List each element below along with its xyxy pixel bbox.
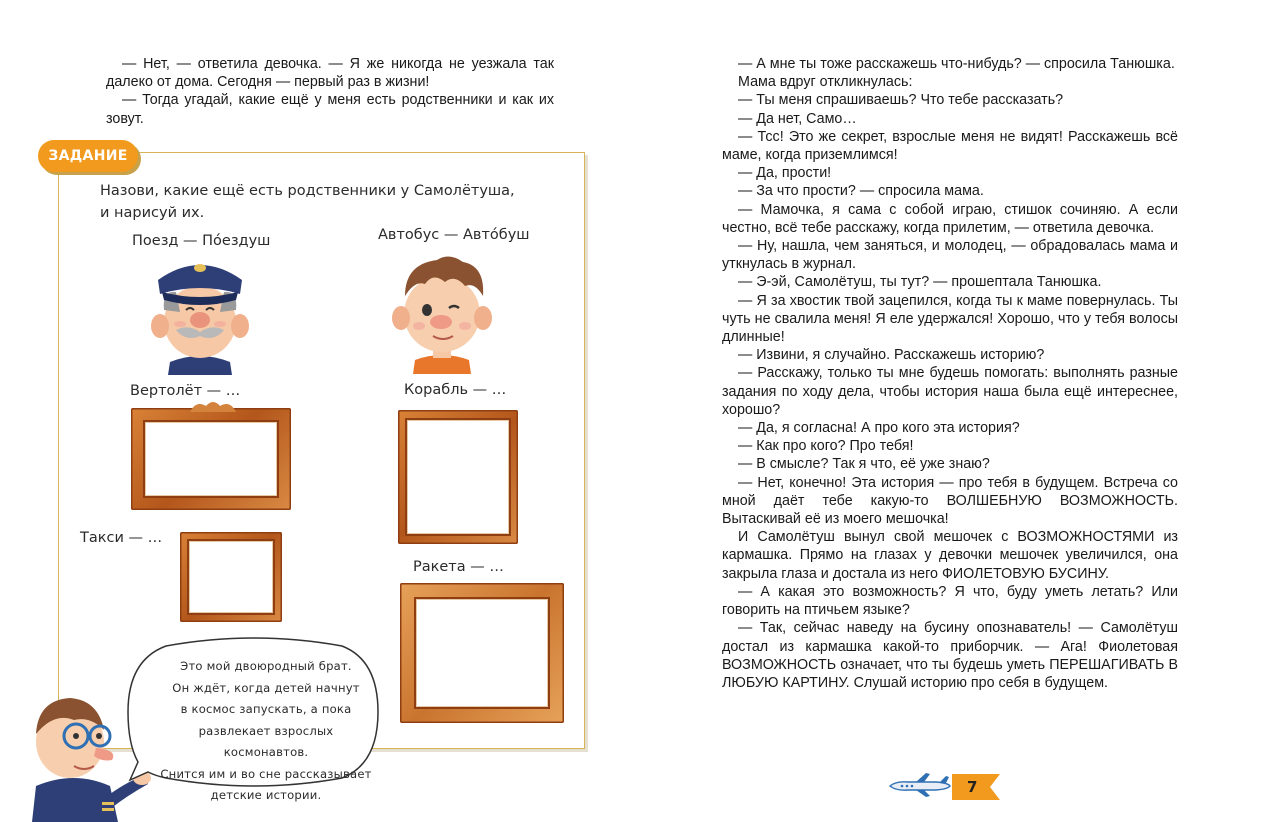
instruction-line: и нарисуй их. (100, 205, 205, 221)
paragraph: — Да, прости! (738, 165, 832, 182)
taxi-drawing-frame (180, 532, 282, 622)
paragraph: — Нет, — ответила девочка. — Я же никогда не уезжала так далеко от дома. Сегодня — первый раз в жизни! (106, 56, 554, 91)
paragraph: — За что прости? — спросила мама. (738, 183, 984, 200)
paragraph: И Самолётуш вынул свой мешочек с ВОЗМОЖНОСТЯМИ из кармашка. Прямо на глазах у девочки мешочек увеличился, она закрыла глаза и достала из него ФИОЛЕТОВУЮ БУСИНУ. (722, 529, 1178, 582)
ship-drawing-frame (398, 410, 518, 544)
paragraph: — Да нет, Само… (738, 110, 857, 127)
label-ship: Корабль — … (404, 382, 507, 398)
paragraph: — В смысле? Так я что, её уже знаю? (738, 456, 990, 473)
label-taxi: Такси — … (80, 530, 163, 546)
paragraph: — Ну, нашла, чем заняться, и молодец, — обрадовалась мама и уткнулась в журнал. (722, 238, 1178, 273)
task-badge: ЗАДАНИЕ (38, 140, 138, 172)
speech-line: детские истории. (210, 788, 322, 802)
label-bus: Автобус — Авто́буш (378, 227, 530, 243)
page-number (950, 772, 1002, 802)
label-helicopter: Вертолёт — … (130, 383, 241, 399)
paragraph: — Тсс! Это же секрет, взрослые меня не видят! Расскажешь всё маме, когда приземлимся! (722, 128, 1178, 164)
paragraph: — Я за хвостик твой зацепился, когда ты к маме повернулась. Ты чуть не свалила меня! Я еле удержался! Хорошо, что у тебя волосы длинные! (722, 292, 1178, 346)
speech-line: Снится им и во сне рассказывает (160, 766, 372, 781)
left-intro-text (106, 55, 554, 128)
paragraph: — Расскажу, только ты мне будешь помогать: выполнять разные задания по ходу дела, чтобы история наша была ещё интереснее, хорошо? (722, 365, 1178, 418)
helicopter-drawing-frame (131, 408, 291, 510)
paragraph: — Да, я согласна! А про кого эта история? (738, 420, 1020, 437)
paragraph: — Извини, я случайно. Расскажешь историю? (738, 347, 1045, 364)
paragraph: — А какая это возможность? Я что, буду уметь летать? Или говорить на птичьем языке? (722, 583, 1178, 619)
speech-bubble-text (156, 656, 376, 807)
speech-line: развлекает взрослых космонавтов. (198, 723, 334, 759)
airplane-icon (888, 772, 952, 798)
paragraph: Мама вдруг откликнулась: (738, 74, 913, 91)
label-rocket: Ракета — … (413, 559, 504, 575)
speech-line: Он ждёт, когда детей начнут (172, 680, 360, 695)
paragraph: — А мне ты тоже расскажешь что-нибудь? — спросила Танюшка. (738, 56, 1175, 72)
paragraph: — Так, сейчас наведу на бусину опознаватель! — Самолётуш достал из кармашка какой-то приборчик. — Ага! Фиолетовая ВОЗМОЖНОСТЬ означает, что ты будешь уметь ПЕРЕШАГИВАТЬ В ЛЮБУЮ КАРТИНУ. Слушай историю про себя в будущем. (722, 620, 1178, 691)
task-instructions (100, 180, 520, 224)
right-page-text (722, 55, 1178, 692)
speech-line: Это мой двоюродный брат. (180, 659, 352, 673)
paragraph: — Э-эй, Самолётуш, ты тут? — прошептала Танюшка. (738, 274, 1102, 291)
frame-ornament (188, 400, 238, 412)
paragraph: — Нет, конечно! Эта история — про тебя в будущем. Встреча со мной даёт тебе какую-то ВОЛШЕБНУЮ ВОЗМОЖНОСТЬ. Вытаскивай её из моего мешочка! (722, 474, 1178, 528)
train-character-illustration (140, 250, 260, 375)
paragraph: — Как про кого? Про тебя! (738, 438, 914, 455)
page-number-text: 7 (967, 778, 978, 796)
bus-character-illustration (385, 252, 500, 374)
speech-line: в космос запускать, а пока (180, 702, 352, 716)
paragraph: — Тогда угадай, какие ещё у меня есть родственники и как их зовут. (106, 92, 554, 127)
paragraph: — Ты меня спрашиваешь? Что тебе рассказать? (738, 92, 1064, 109)
label-train: Поезд — По́ездуш (132, 233, 271, 249)
rocket-drawing-frame (400, 583, 564, 723)
instruction-line: Назови, какие ещё есть родственники у Самолётуша, (100, 183, 515, 199)
paragraph: — Мамочка, я сама с собой играю, стишок сочиняю. А если честно, всё тебе расскажу, когда прилетим, — ответила девочка. (722, 201, 1178, 236)
